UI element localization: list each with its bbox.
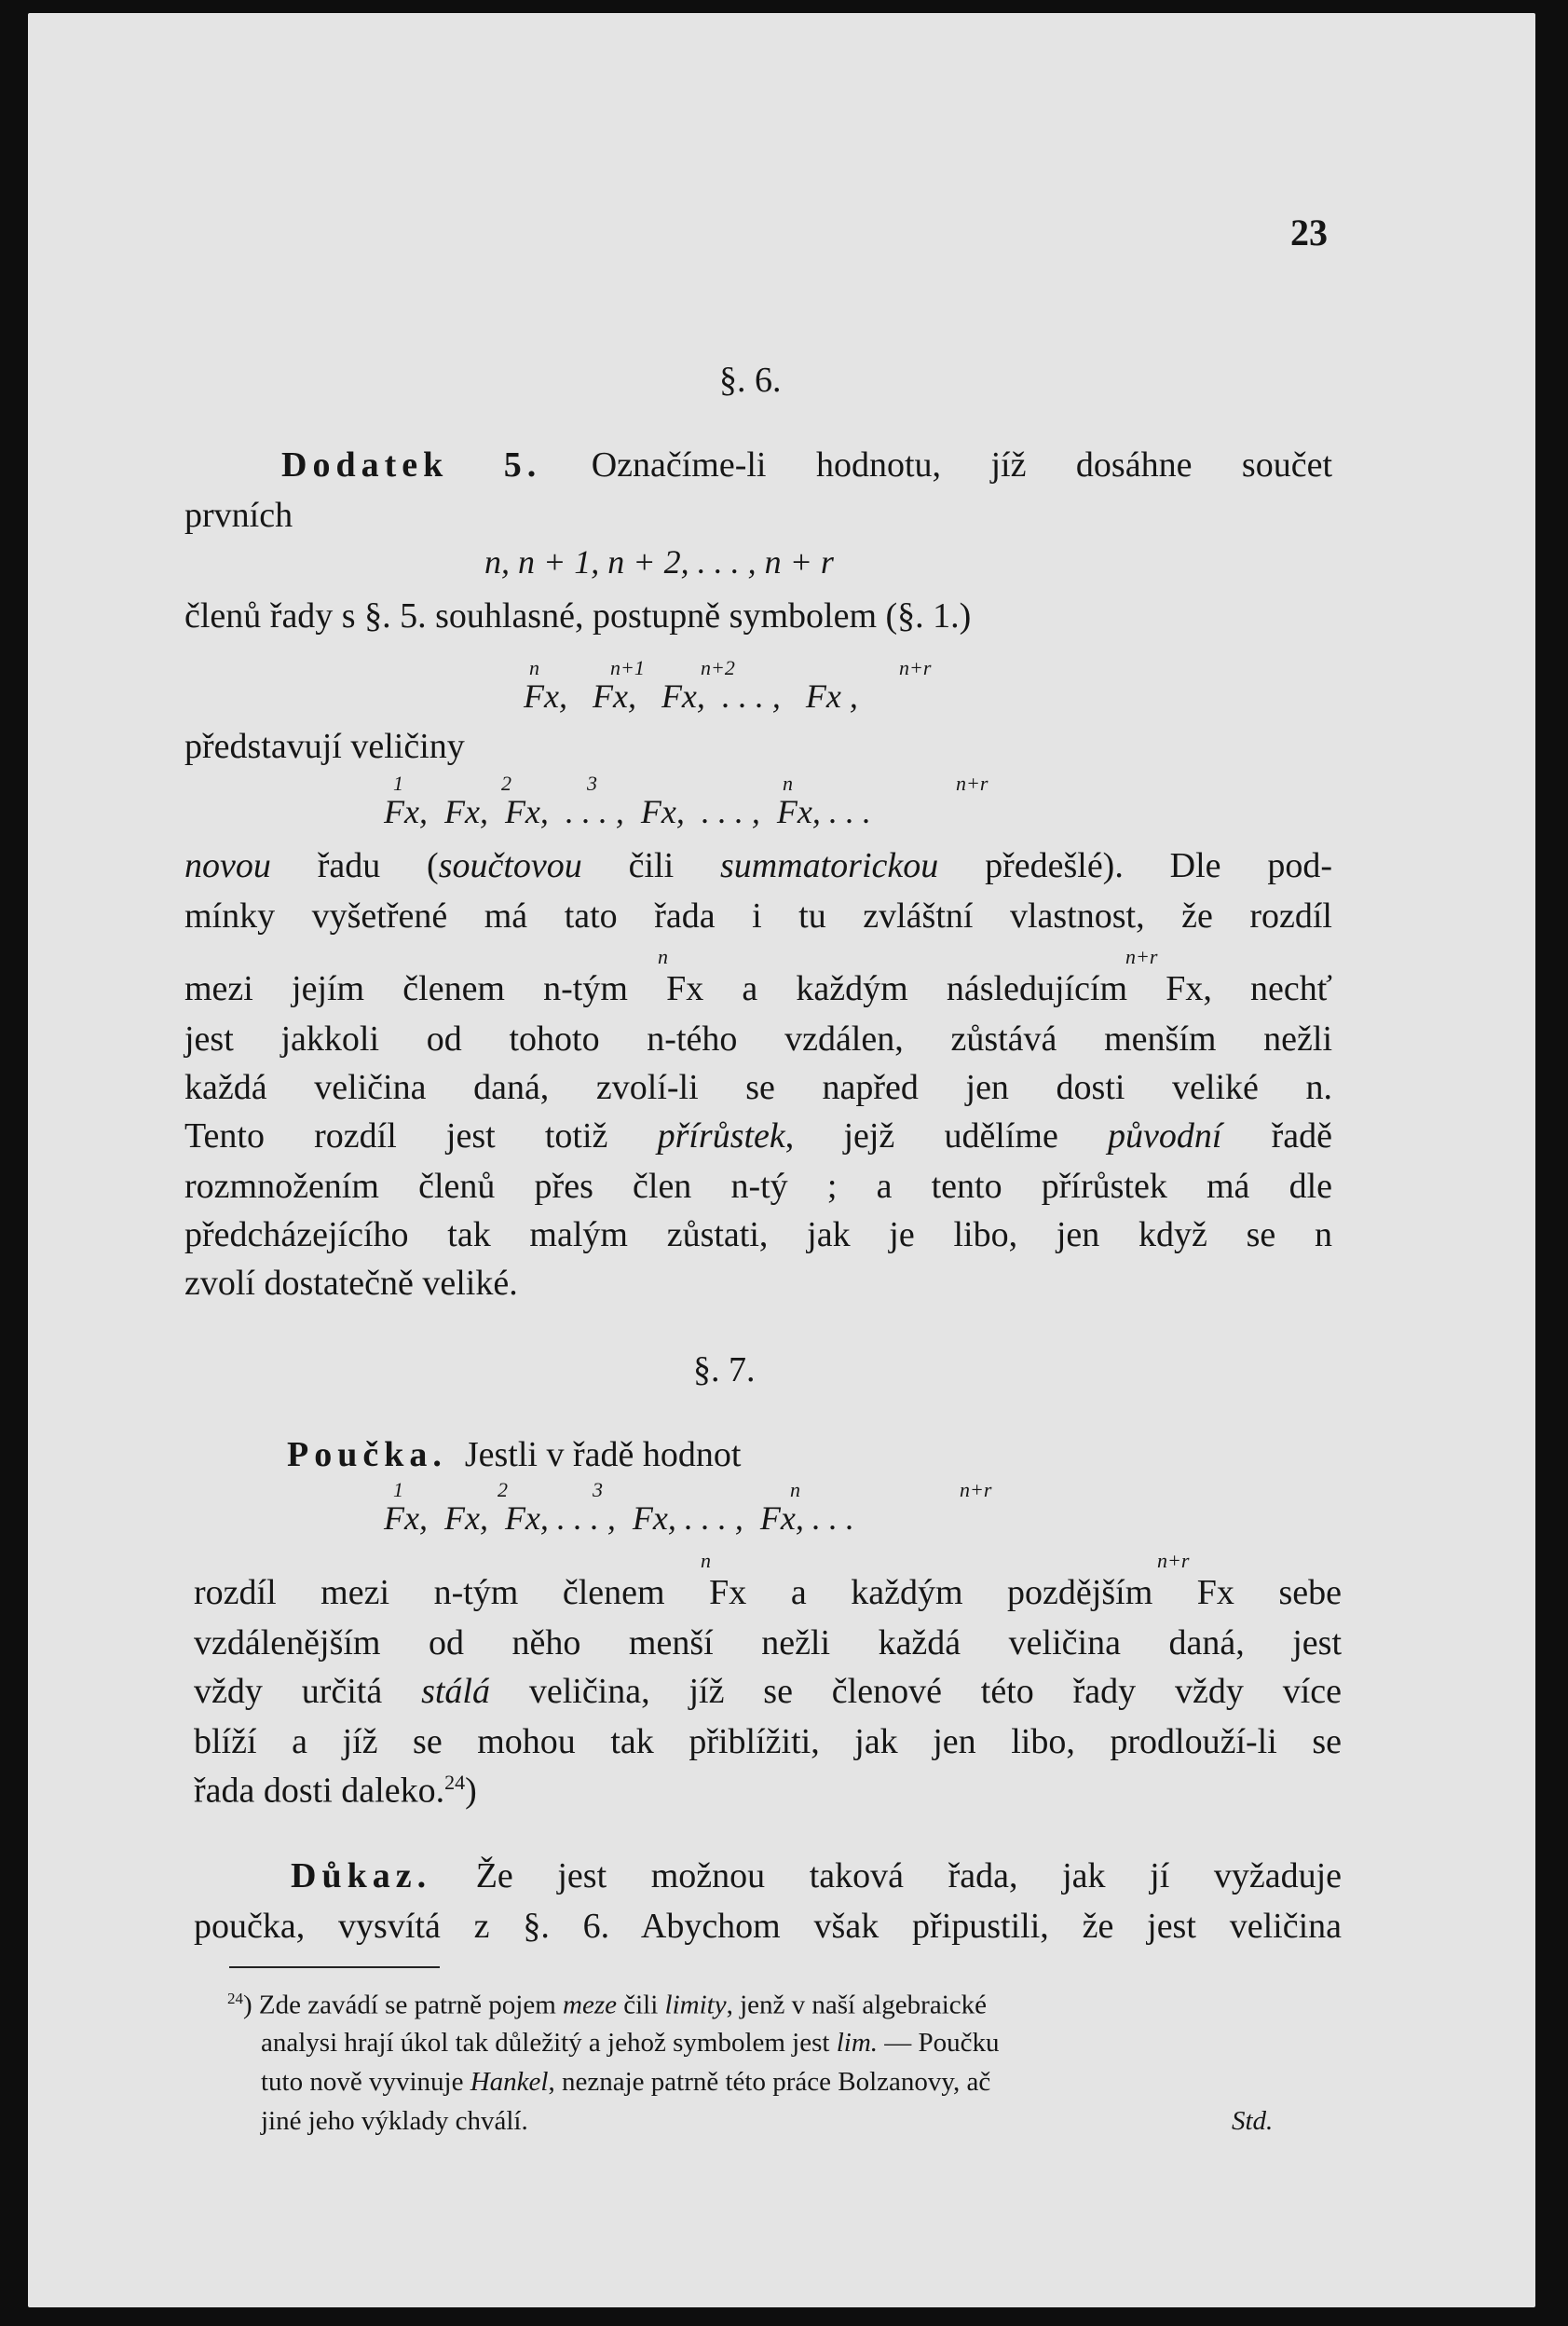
s6-line-5-text-b: čili (581, 846, 720, 885)
s6-line-7-sup-1: n (658, 945, 668, 968)
dodatek-label: Dodatek 5. (281, 445, 542, 485)
s7-formula-sup-5: n+r (960, 1478, 992, 1501)
italic-puvodni: původní (1108, 1116, 1222, 1156)
footnote-signature: Std. (1232, 2106, 1274, 2136)
poucka-label: Poučka. (287, 1435, 447, 1474)
s7-line-2-sup-1: n (701, 1549, 711, 1572)
s6-line-8: jest jakkoli od tohoto n-tého vzdálen, zůstává menším nežli (184, 1019, 1332, 1059)
italic-limity: limity (664, 1990, 727, 2020)
s6-line-12: předcházejícího tak malým zůstati, jak je libo, jen když se n (184, 1215, 1332, 1254)
s7-formula: Fx, Fx, Fx, . . . , Fx, . . . , Fx, . . . (384, 1499, 854, 1537)
proof-line-1-text: Že jest možnou taková řada, jak jí vyžaduje (475, 1856, 1343, 1895)
s7-line-4-text-a: vždy určitá (194, 1672, 422, 1711)
s6-line-7: mezi jejím členem n-tým Fx a každým následujícím Fx, nechť (184, 969, 1332, 1008)
proof-line-2: poučka, vysvítá z §. 6. Abychom však připustili, že jest veličina (194, 1907, 1342, 1946)
footnote-ref-24: 24 (444, 1771, 466, 1794)
footnote-line-2-text-b: — Poučku (878, 2028, 1000, 2058)
s7-line-2: rozdíl mezi n-tým členem Fx a každým pozdějším Fx sebe (194, 1573, 1342, 1612)
s7-line-5: blíží a jíž se mohou tak přiblížiti, jak jen libo, prodlouží-li se (194, 1722, 1342, 1761)
page-number: 23 (1290, 212, 1328, 253)
italic-lim: lim. (836, 2028, 879, 2058)
s6-formula-2-sup-3: n+2 (701, 656, 735, 679)
s7-line-4 (194, 1674, 1342, 1709)
s6-line-10-text-b: , jejž udělíme (784, 1116, 1109, 1156)
s7-formula-sup-3: 3 (593, 1478, 603, 1501)
italic-hankel: Hankel (470, 2067, 549, 2097)
footnote-line-4: jiné jeho výklady chválí. (261, 2106, 528, 2136)
s6-formula-3-sup-4: n (783, 772, 793, 795)
s6-line-2: prvních (184, 496, 293, 535)
s6-formula-1: n, n + 1, n + 2, . . . , n + r (484, 543, 834, 581)
s6-line-7-sup-2: n+r (1125, 945, 1158, 968)
s6-formula-2-sup-1: n (529, 656, 539, 679)
book-page (28, 13, 1535, 2307)
s7-line-6 (194, 1772, 477, 1809)
footnote-line-3-text-a: tuto nově vyvinuje (261, 2067, 470, 2097)
s7-formula-sup-2: 2 (498, 1478, 508, 1501)
s6-line-5-text-c: předešlé). Dle pod- (938, 846, 1332, 885)
italic-meze: meze (563, 1990, 617, 2020)
s7-line-1 (287, 1437, 741, 1472)
s6-formula-3-sup-3: 3 (587, 772, 597, 795)
footnote-line-2-text-a: analysi hrají úkol tak důležitý a jehož symbolem jest (261, 2028, 837, 2058)
proof-line-1 (291, 1858, 1342, 1894)
s6-line-6: mínky vyšetřené má tato řada i tu zvláštní vlastnost, že rozdíl (184, 896, 1332, 936)
footnote-rule (229, 1966, 440, 1968)
s6-line-11: rozmnožením členů přes člen n-tý ; a tento přírůstek má dle (184, 1167, 1332, 1206)
s6-line-3: členů řady s §. 5. souhlasné, postupně symbolem (§. 1.) (184, 596, 972, 636)
footnote-line-3 (261, 2069, 990, 2096)
section-7-heading: §. 7. (693, 1350, 756, 1389)
s6-line-13: zvolí dostatečně veliké. (184, 1264, 518, 1303)
italic-soucotvou: součtovou (438, 846, 582, 885)
footnote-line-1-text-c: , jenž v naší algebraické (726, 1990, 987, 2020)
s6-line-4: představují veličiny (184, 727, 465, 766)
footnote-marker: 24 (227, 1990, 243, 2007)
italic-prirustek: přírůstek (657, 1116, 785, 1156)
footnote-line-2 (261, 2030, 1000, 2057)
s6-line-5-text-a: řadu ( (270, 846, 439, 885)
s6-formula-2-sup-2: n+1 (610, 656, 645, 679)
section-6-heading: §. 6. (719, 361, 782, 400)
s6-line-10-text-a: Tento rozdíl jest totiž (184, 1116, 658, 1156)
s7-formula-sup-1: 1 (393, 1478, 403, 1501)
s7-line-3: vzdálenějším od něho menší nežli každá veličina daná, jest (194, 1623, 1342, 1662)
dukaz-label: Důkaz. (291, 1856, 432, 1895)
s7-line-6-text: řada dosti daleko. (194, 1771, 445, 1811)
s6-formula-2-sup-4: n+r (899, 656, 932, 679)
s6-line-10-text-c: řadě (1221, 1116, 1332, 1156)
s6-line-5 (184, 848, 1332, 883)
s7-line-1-text: Jestli v řadě hodnot (464, 1435, 742, 1474)
footnote-line-1-text-b: čili (617, 1990, 665, 2020)
s6-formula-3-sup-2: 2 (501, 772, 511, 795)
italic-summatorickou: summatorickou (719, 846, 939, 885)
s6-formula-3-sup-1: 1 (393, 772, 403, 795)
s6-formula-3-sup-5: n+r (956, 772, 989, 795)
s6-line-10 (184, 1118, 1332, 1154)
s7-formula-sup-4: n (790, 1478, 800, 1501)
s6-line-9: každá veličina daná, zvolí-li se napřed jen dosti veliké n. (184, 1068, 1332, 1107)
s7-line-2-sup-2: n+r (1157, 1549, 1190, 1572)
footnote-line-1 (227, 1991, 987, 2019)
footnote-line-1-text-a: ) Zde zavádí se patrně pojem (243, 1990, 564, 2020)
s7-line-4-text-b: veličina, jíž se členové této řady vždy více (489, 1672, 1342, 1711)
s6-line-1-text: Označíme-li hodnotu, jíž dosáhne součet (591, 445, 1333, 485)
s7-line-6-end: ) (465, 1771, 477, 1811)
footnote-line-3-text-b: , neznaje patrně této práce Bolzanovy, ač (548, 2067, 991, 2097)
s6-line-1 (281, 447, 1332, 483)
s6-formula-2: Fx, Fx, Fx, . . . , Fx , (524, 677, 858, 715)
italic-novou: novou (184, 846, 271, 885)
s6-formula-3: Fx, Fx, Fx, . . . , Fx, . . . , Fx, . . . (384, 793, 871, 830)
italic-stala: stálá (421, 1672, 490, 1711)
